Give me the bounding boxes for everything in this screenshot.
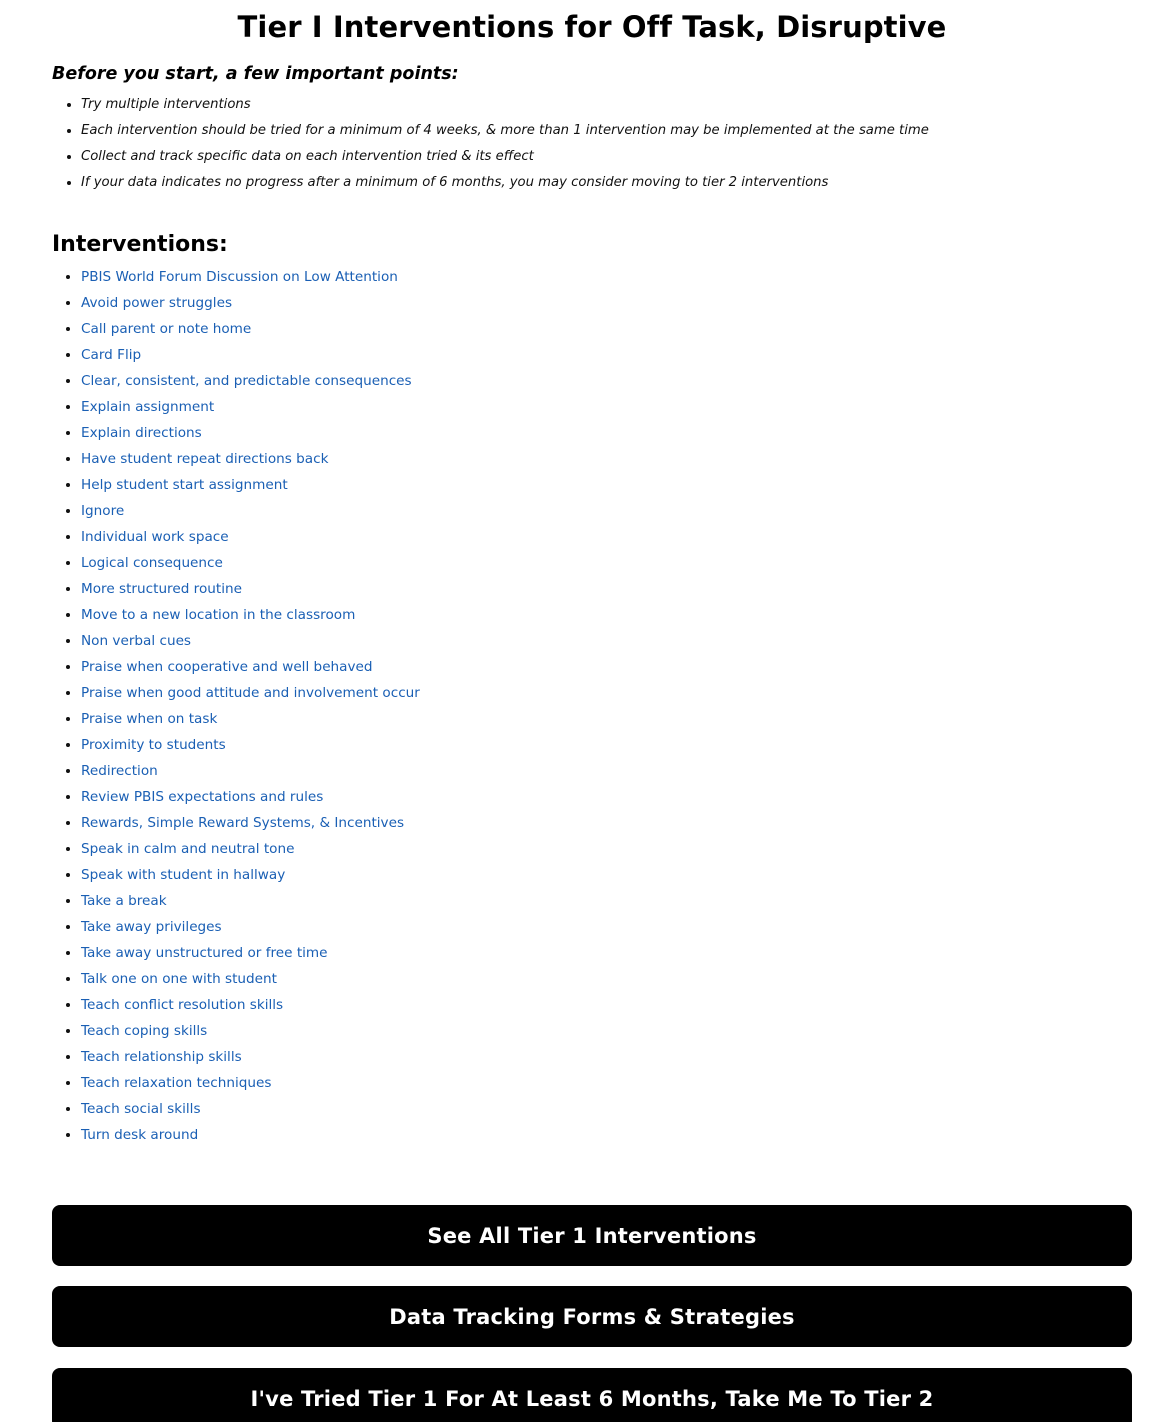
before-you-start-heading: Before you start, a few important points: [52, 64, 459, 84]
intervention-link[interactable]: Explain directions [81, 425, 202, 441]
intervention-link[interactable]: PBIS World Forum Discussion on Low Attention [81, 269, 398, 285]
intervention-link[interactable]: Take away privileges [81, 919, 222, 935]
intervention-list-item [81, 654, 420, 680]
intervention-link[interactable]: Logical consequence [81, 555, 223, 571]
intervention-list-item [81, 1096, 420, 1122]
intervention-list-item [81, 1122, 420, 1148]
intervention-list-item [81, 1044, 420, 1070]
intervention-link[interactable]: More structured routine [81, 581, 242, 597]
intervention-link[interactable]: Take a break [81, 893, 167, 909]
intervention-link[interactable]: Rewards, Simple Reward Systems, & Incentives [81, 815, 405, 831]
intervention-list-item [81, 524, 420, 550]
intervention-link[interactable]: Speak with student in hallway [81, 867, 286, 883]
intervention-list-item [81, 446, 420, 472]
page-title: Tier I Interventions for Off Task, Disruptive [237, 10, 947, 44]
list-item: • Each intervention should be tried for a minimum of 4 weeks, & more than 1 intervention may be implemented at the same time [81, 118, 929, 144]
intervention-link[interactable]: Avoid power struggles [81, 295, 233, 311]
intervention-link[interactable]: Teach relationship skills [81, 1049, 242, 1065]
intervention-list-item [81, 680, 420, 706]
intervention-link[interactable]: Clear, consistent, and predictable consequences [81, 373, 412, 389]
intervention-list-item [81, 862, 420, 888]
intervention-link[interactable]: Turn desk around [81, 1127, 199, 1143]
intervention-list-item [81, 810, 420, 836]
intervention-link[interactable]: Teach coping skills [81, 1023, 208, 1039]
intervention-list-item [81, 576, 420, 602]
intervention-list-item [81, 394, 420, 420]
intervention-list-item [81, 966, 420, 992]
intervention-link[interactable]: Teach social skills [81, 1101, 201, 1117]
list-item: • Try multiple interventions [81, 92, 929, 118]
intervention-link[interactable]: Have student repeat directions back [81, 451, 329, 467]
intervention-list-item [81, 784, 420, 810]
list-item: • If your data indicates no progress after a minimum of 6 months, you may consider moving to tier 2 interventions [81, 170, 929, 196]
intervention-link[interactable]: Praise when good attitude and involvement occur [81, 685, 420, 701]
intervention-list-item [81, 1070, 420, 1096]
intervention-list-item [81, 940, 420, 966]
intervention-list-item [81, 368, 420, 394]
intervention-link[interactable]: Non verbal cues [81, 633, 192, 649]
intervention-link[interactable]: Individual work space [81, 529, 229, 545]
intervention-list-item [81, 264, 420, 290]
intervention-link[interactable]: Call parent or note home [81, 321, 252, 337]
list-item: • Collect and track specific data on each intervention tried & its effect [81, 144, 929, 170]
intervention-list-item [81, 992, 420, 1018]
intervention-link[interactable]: Card Flip [81, 347, 142, 363]
intervention-list-item [81, 550, 420, 576]
intervention-link[interactable]: Ignore [81, 503, 125, 519]
intervention-link[interactable]: Speak in calm and neutral tone [81, 841, 295, 857]
go-to-tier2-button[interactable]: I've Tried Tier 1 For At Least 6 Months, Take Me To Tier 2 [52, 1368, 1132, 1422]
interventions-list [52, 264, 420, 1148]
intervention-link[interactable]: Move to a new location in the classroom [81, 607, 356, 623]
intervention-link[interactable]: Help student start assignment [81, 477, 288, 493]
intervention-list-item [81, 420, 420, 446]
intervention-list-item [81, 602, 420, 628]
intervention-list-item [81, 914, 420, 940]
intervention-list-item [81, 290, 420, 316]
intervention-link[interactable]: Redirection [81, 763, 158, 779]
intervention-link[interactable]: Proximity to students [81, 737, 226, 753]
see-all-tier1-button[interactable]: See All Tier 1 Interventions [52, 1205, 1132, 1266]
important-points-list [52, 92, 929, 196]
intervention-link[interactable]: Review PBIS expectations and rules [81, 789, 324, 805]
intervention-link[interactable]: Talk one on one with student [81, 971, 277, 987]
intervention-list-item [81, 498, 420, 524]
interventions-heading: Interventions: [52, 232, 228, 257]
intervention-list-item [81, 628, 420, 654]
intervention-list-item [81, 472, 420, 498]
intervention-list-item [81, 732, 420, 758]
intervention-list-item [81, 316, 420, 342]
intervention-list-item [81, 1018, 420, 1044]
intervention-list-item [81, 888, 420, 914]
intervention-list-item [81, 836, 420, 862]
intervention-link[interactable]: Teach relaxation techniques [81, 1075, 272, 1091]
intervention-list-item [81, 758, 420, 784]
intervention-link[interactable]: Explain assignment [81, 399, 215, 415]
intervention-list-item [81, 706, 420, 732]
data-tracking-button[interactable]: Data Tracking Forms & Strategies [52, 1286, 1132, 1347]
intervention-link[interactable]: Praise when on task [81, 711, 218, 727]
intervention-link[interactable]: Teach conflict resolution skills [81, 997, 284, 1013]
intervention-link[interactable]: Take away unstructured or free time [81, 945, 328, 961]
intervention-list-item [81, 342, 420, 368]
intervention-link[interactable]: Praise when cooperative and well behaved [81, 659, 373, 675]
